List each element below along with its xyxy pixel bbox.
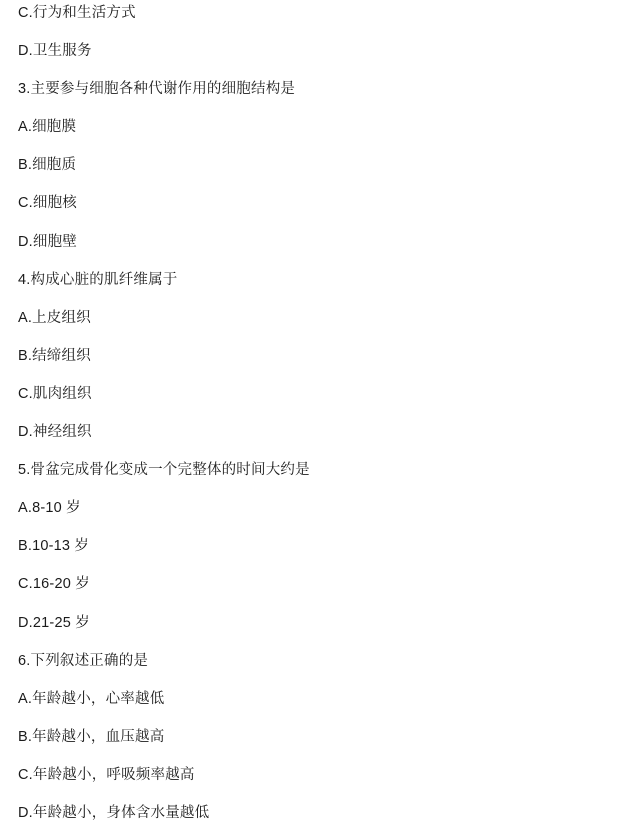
answer-option: A.上皮组织	[18, 309, 91, 326]
answer-option: D.年龄越小，身体含水量越低	[18, 804, 210, 821]
answer-option: C.细胞核	[18, 195, 77, 212]
answer-option: C.年龄越小，呼吸频率越高	[18, 766, 195, 783]
answer-option: C.16-20 岁	[18, 576, 90, 593]
answer-option: C.行为和生活方式	[18, 5, 136, 21]
answer-option: D.细胞壁	[18, 233, 77, 250]
answer-option: B.结缔组织	[18, 347, 91, 364]
question-text: 6.下列叙述正确的是	[18, 652, 149, 669]
answer-option: D.卫生服务	[18, 43, 92, 60]
answer-option: A.细胞膜	[18, 119, 77, 136]
question-text: 4.构成心脏的肌纤维属于	[18, 271, 178, 288]
answer-option: D.神经组织	[18, 424, 92, 441]
answer-option: B.10-13 岁	[18, 538, 90, 555]
answer-option: A.8-10 岁	[18, 500, 81, 517]
question-text: 5.骨盆完成骨化变成一个完整体的时间大约是	[18, 462, 310, 479]
question-text: 3.主要参与细胞各种代谢作用的细胞结构是	[18, 81, 296, 98]
answer-option: C.肌肉组织	[18, 385, 92, 402]
answer-option: B.细胞质	[18, 157, 77, 174]
answer-option: A.年龄越小，心率越低	[18, 690, 165, 707]
answer-option: B.年龄越小，血压越高	[18, 728, 165, 745]
answer-option: D.21-25 岁	[18, 614, 90, 631]
